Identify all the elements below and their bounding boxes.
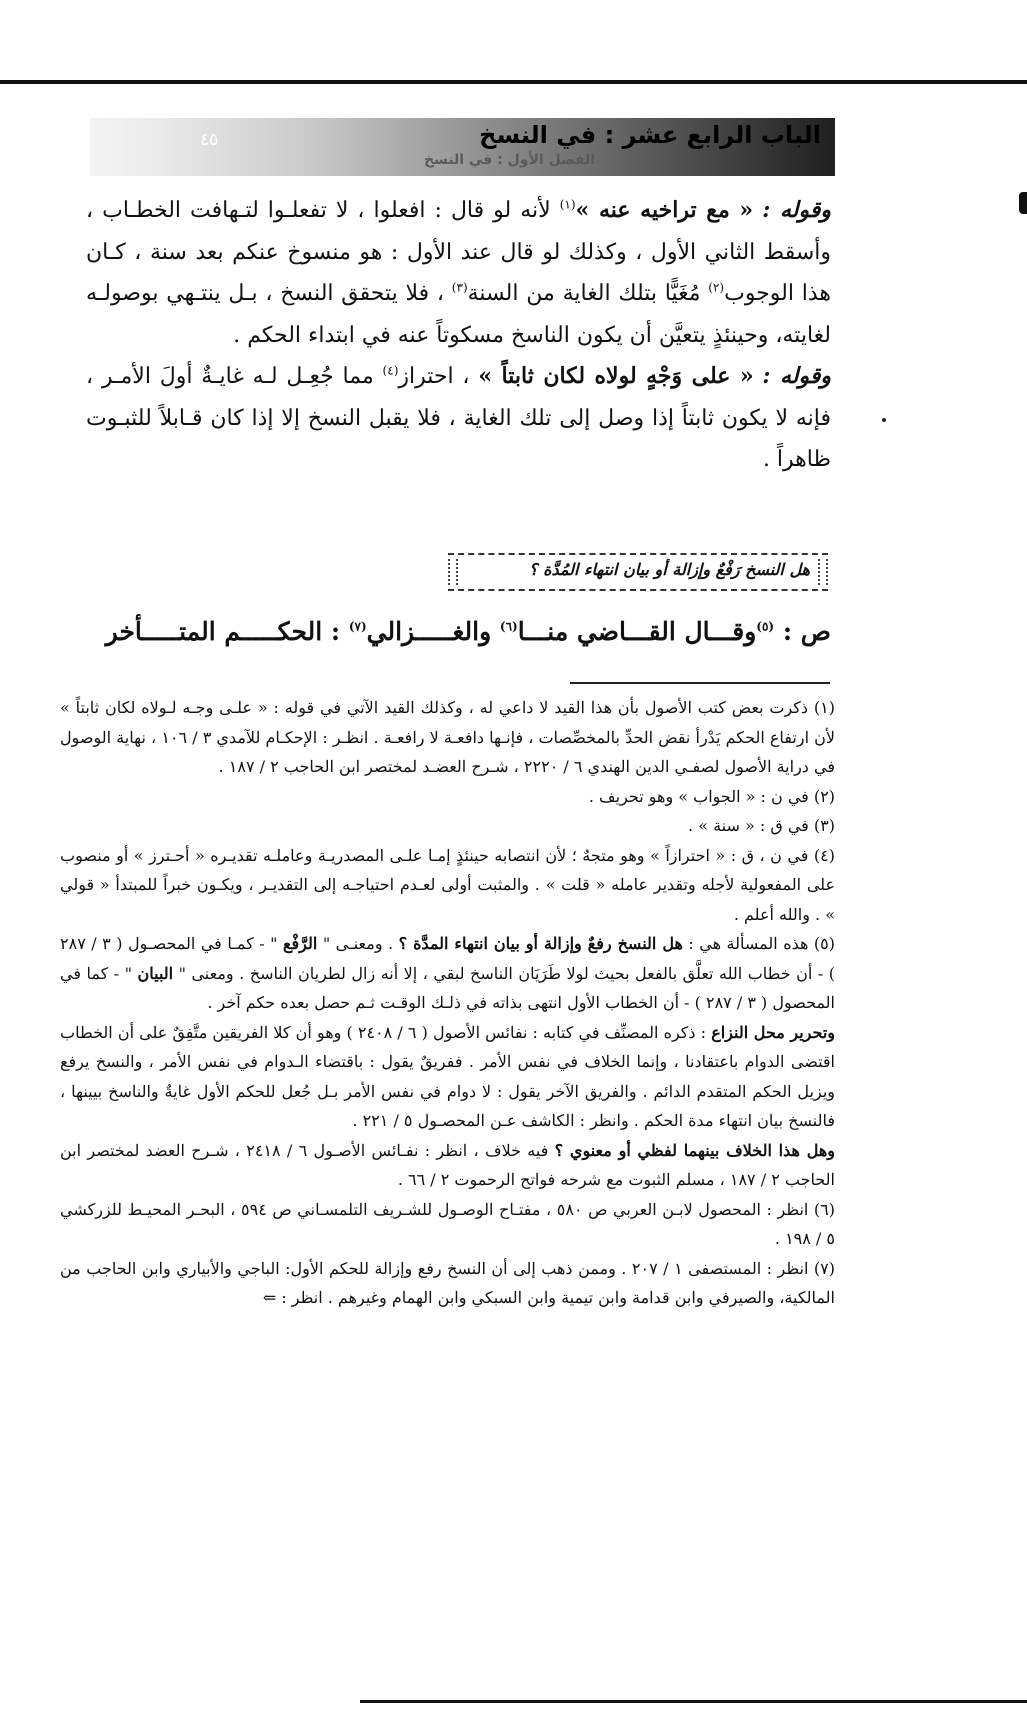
footnote-5-paragraph-3 [60,1136,835,1195]
section-heading: هل النسخ رَفْعٌ وإزالة أو بيان انتهاء المُدَّة ؟ [529,560,810,579]
text-run: مما جُعِـل لـه غايـةٌ أولَ الأمـر ، فإنه لا يكون ثابتاً إذا وصل إلى تلك الغاية ، فلا يقبل النسخ إلا إذا كان قـابلاً للثبـوت ظاهراً . [86,364,831,472]
text-run: لأنه لو قال : افعلوا ، لا تفعلـوا لتـهافت الخطـاب ، وأسقط الثاني الأول ، وكذلك لو قال عند الأول : هو منسوخ عنكم بعد سنة ، كـان هذا الوجوب [86,198,832,306]
footnote-ref: (٦) [499,619,518,634]
text-run: مُغَيًّا بتلك الغاية من السنة [467,281,709,306]
footnote-ref: (١) [559,197,576,212]
continue-arrow-icon: ⇐ [262,1288,277,1307]
bold-phrase: الرَّفْع [283,934,318,953]
section-heading-box [448,553,828,591]
footnote-2: (٢) في ن : « الجواب » وهو تحريف . [588,786,835,806]
top-rule [0,80,1027,84]
chapter-title: الباب الرابع عشر : في النسخ [479,121,821,149]
footnote-1: (١) ذكرت بعض كتب الأصول بأن هذا القيد لا داعي له ، وكذلك القيد الآتي في قوله : « علـى وجـه لـولاه لكان ثابتاً » لأن ارتفاع الحكم يَدْرأ نقض الحدِّ بالمخصِّصات ، فإنـها دافعـة لا رافعـة . انظـر : الإحكـام للآمدي ٣ / ١٠٦ ، نهاية الوصول في دراية الأصول لصفـي الدين الهندي ٦ / ٢٢٢٠ ، شـرح العضـد لمختصر ابن الحاجب ٢ / ١٨٧ . [60,698,836,776]
footnote-5-paragraph-2 [60,1018,835,1136]
main-quote [86,610,831,654]
paragraph [86,190,831,356]
stray-dot [882,418,886,422]
quote-prefix: ص : [782,617,831,646]
lead-word: وقوله : [762,363,832,389]
footnote-6: (٦) انظر : المحصول لابـن العربي ص ٥٨٠ ، مفتـاح الوصـول للشـريف التلمسـاني ص ٥٩٤ ، البحـر المحيـط للزركشي ٥ / ١٩٨ . [60,1199,836,1248]
text-run: فيه خلاف ، انظر : نفـائس الأصـول ٦ / ٢٤١٨ ، شـرح العضد لمختصر ابن الحاجب ٢ / ١٨٧ ، مسلم الثبوت مع شرحه فواتح الرحموت ٢ / ٦٦ . [60,1140,835,1189]
main-text [86,190,831,481]
footnote-ref: (٥) [756,619,775,634]
running-header [90,118,835,176]
footnote-ref: (٢) [708,280,725,295]
lead-word: وقوله : [762,197,831,223]
section-subtitle: الفصل الأول : في النسخ [423,152,595,168]
text-run: ، احتراز [398,364,479,389]
text-run: وقـــال القـــاضي منـــا [517,617,757,646]
footnote-7 [60,1254,835,1313]
bold-phrase: البيان [137,963,174,983]
footnote-ref: (٧) [348,619,367,634]
paragraph [86,356,831,481]
quoted-phrase: « على وَجْهٍ لولاه لكان ثابتاً » [478,363,754,389]
footnote-4: (٤) في ن ، ق : « احترازاً » وهو متجهٌ ؛ لأن انتصابه حينئذٍ إمـا علـى المصدريـة وعاملـه تقديـره « أحـترز » أو منصوب على المفعولية لأجله وتقدير عامله « قلت » . والمثبت أولى لعـدم احتياجـه إلى التقديـر ، ويكـون خبراً للمبتدأ « قولي » . والله أعلم . [60,845,835,924]
footnote-ref: (٣) [451,280,468,295]
footnote-ref: (٤) [382,363,399,378]
text-run: (٥) هذه المسألة هي : [682,934,836,953]
footnote-5 [60,929,835,1018]
bold-phrase: وتحرير محل النزاع [711,1022,836,1042]
bold-phrase: هل النسخ رفعٌ وإزالة أو بيان انتهاء المدَّة ؟ [398,934,683,953]
bottom-rule [360,1700,1027,1703]
page-edge-mark [1019,192,1027,214]
quoted-phrase: « مع تراخيه عنه » [575,197,754,223]
page-number: ٤٥ [200,130,219,150]
bold-phrase: وهل هذا الخلاف بينهما لفظي أو معنوي ؟ [554,1140,836,1160]
footnote-separator [570,682,830,684]
text-run: (٧) انظر : المستصفى ١ / ٢٠٧ . وممن ذهب إلى أن النسخ رفع وإزالة للحكم الأول: الباجي والأبياري وابن الحاجب من المالكية، والصيرفي وابن قدامة وابن تيمية وابن السبكي وابن الهمام وغيرهم . انظر : [60,1258,835,1307]
text-run: والغـــــزالي [366,617,500,646]
text-run: " - كمـا في المحصـول ( ٣ / ٢٨٧ ) - أن خطاب الله تعلَّق بالفعل بحيث لولا طَرَيَان الناسخ لبقي ، إلا أنه زال لطريان الناسخ . ومعنى " [60,934,835,983]
text-run: : ذكره المصنِّف في كتابه : نفائس الأصول ( ٦ / ٢٤٠٨ ) وهو أن كلا الفريقين متَّفِقٌ على أن الخطاب اقتضى الدوام باعتقادنا ، وإنما الخلاف في نفس الأمر . ففريقٌ يقول : باقتضاء الـدوام في نفس الأمر ، والنسخ يرفع ويزيل الحكم المتقدم الدائم . والفريق الآخر يقول : لا دوام في نفس الأمر بـل جُعل للحكم الأول غايةٌ والناسخ بيينها ، فالنسخ بيان انتهاء مدة الحكم . وانظر : الكاشف عـن المحصـول ٥ / ٢٢١ . [60,1022,835,1130]
text-run: " - كما في المحصول ( ٣ / ٢٨٧ ) - أن الخطاب الأول انتهى بذاته في ذلـك الوقـت ثـم حصل بعده حكم آخر . [60,963,835,1012]
footnotes [60,693,835,1313]
footnote-3: (٣) في ق : « سنة » . [688,816,835,835]
text-run: . ومعنـى " [317,934,399,953]
text-run: : الحكـــــم المتـــــأخر [105,617,349,646]
text-run: ، فلا يتحقق النسخ ، بـل ينتـهي بوصولـه لغايته، وحينئذٍ يتعيَّن أن يكون الناسخ مسكوتاً عنه في ابتداء الحكم . [86,281,831,348]
